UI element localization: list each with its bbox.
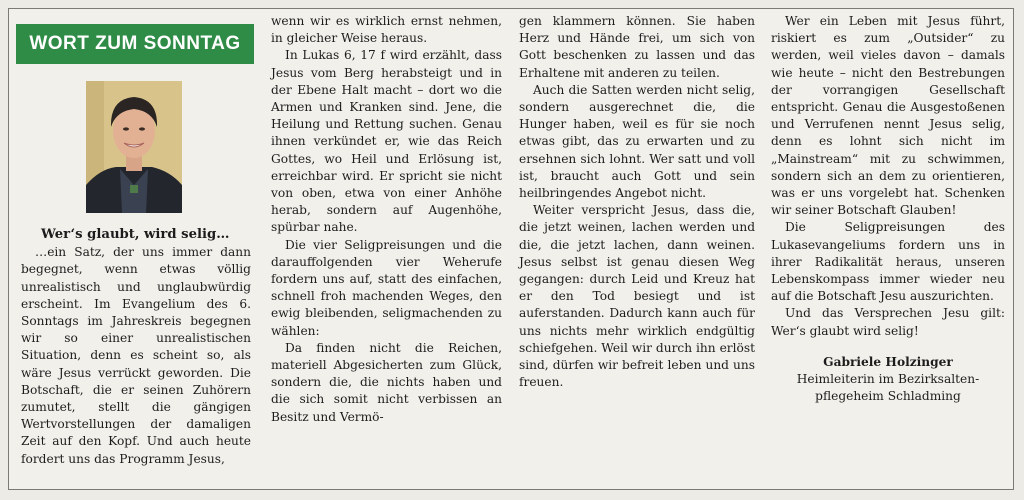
paragraph: Auch die Satten werden nicht selig, sondern ausgerechnet die, die Hunger haben, weil es für sie noch etwas gibt, das zu erwarten und zu ersehnen sich lohnt. Wer satt und voll ist, braucht auch Gott und sein heilbringendes Angebot nicht. [519,82,755,201]
author-role-line-1: Heimleiterin im Bezirksalten- [796,372,980,387]
column-1 [21,226,251,468]
paragraph: Weiter verspricht Jesus, dass die, die jetzt weinen, lachen werden und die, die jetzt lachen, dann weinen. Jesus selbst ist genau diesen Weg gegangen: durch Leid und Kreuz hat er den Tod besiegt und ist auferstanden. Dadurch kann auch für uns nichts mehr wirklich endgültig schiefgehen. Weil wir durch ihn erlöst sind, dürfen wir befreit leben und uns freuen. [519,203,755,390]
paragraph: In Lukas 6, 17 f wird erzählt, dass Jesus vom Berg herabsteigt und in der Ebene Halt macht – dort wo die Armen und Kranken sind. Jene, die Heilung und Rettung suchen. Genau ihnen verkündet er, wie das Reich Gottes, wo Heil und Erlösung ist, erreichbar wird. Er spricht sie nicht von oben, etwa von einer Anhöhe herab, sondern auf Augenhöhe, spürbar nahe. [271,48,502,235]
author-photo [86,81,182,213]
author-role-line-2: pflegeheim Schladming [815,389,961,404]
signature [771,354,1005,406]
paragraph: gen klammern können. Sie haben Herz und Hände frei, um sich von Gott beschenken zu lassen und das Erhaltene mit anderen zu teilen. [519,14,755,80]
paragraph: Die vier Seligpreisungen und die darauffolgenden vier Weherufe fordern uns auf, statt des einfachen, schnell froh machenden Weges, den ewig bleibenden, seligmachenden zu wählen: [271,237,502,338]
paragraph: Da finden nicht die Reichen, materiell Abgesicherten zum Glück, sondern die, die nichts haben und die sich somit nicht verbissen an Besitz und Vermö- [271,340,502,424]
portrait-image [86,81,182,213]
paragraph: wenn wir es wirklich ernst nehmen, in gleicher Weise heraus. [271,14,502,46]
article-headline: Wer‘s glaubt, wird selig… [41,227,230,242]
column-4 [771,13,1005,405]
paragraph: Und das Versprechen Jesu gilt: Wer‘s glaubt wird selig! [771,306,1005,338]
paragraph: …ein Satz, der uns immer dann begegnet, wenn etwas völlig unrealistisch und unglaubwürdig erscheint. Im Evangelium des 6. Sonntags im Jahreskreis begegnen wir so einer unrealistischen Situation, denn es scheint so, als wäre Jesus verrückt geworden. Die Botschaft, die er seinen Zuhörern zumutet, stellt die gängigen Wertvorstellungen der damaligen Zeit auf den Kopf. Und auch heute fordert uns das Programm Jesus, [21,245,251,466]
paragraph: Wer ein Leben mit Jesus führt, riskiert es zum „Outsider“ zu werden, weil vieles davon – damals wie heute – nicht den Bestrebungen der vorrangigen Gesellschaft entspricht. Genau die Ausgestoßenen und Verrufenen nennt Jesus selig, denn es lohnt sich nicht im „Mainstream“ mit zu schwimmen, sondern sich an dem zu orientieren, was er uns vorgelebt hat. Schenken wir seiner Botschaft Glauben! [771,14,1005,218]
section-banner: WORT ZUM SONNTAG [16,24,254,64]
column-2 [271,13,502,426]
column-3 [519,13,755,391]
paragraph: Die Seligpreisungen des Lukasevangeliums fordern uns in ihrer Radikalität heraus, unseren Lebenskompass immer wieder neu auf die Botschaft Jesu auszurichten. [771,220,1005,304]
author-name: Gabriele Holzinger [823,354,953,369]
